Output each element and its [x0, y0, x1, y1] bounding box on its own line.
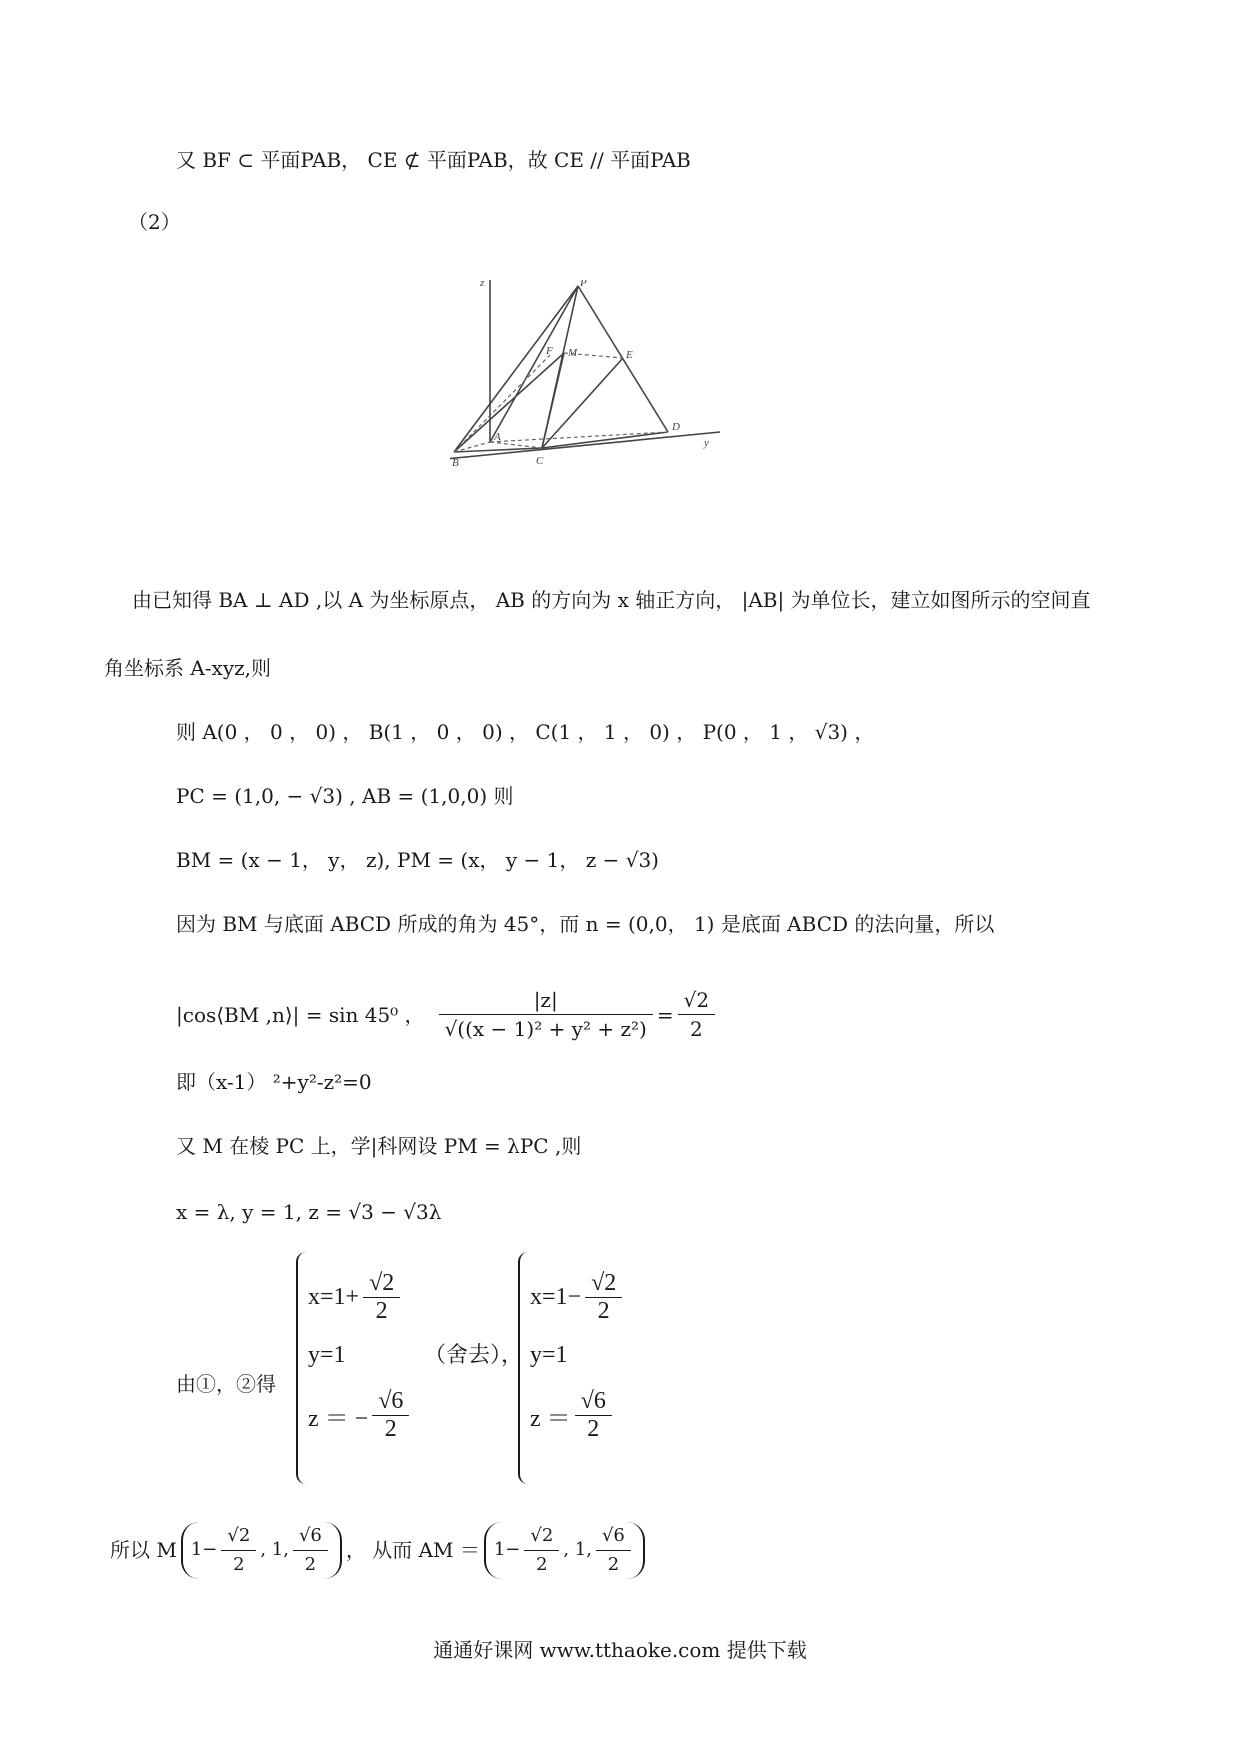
edge-BM [454, 353, 564, 452]
system2-x [530, 1270, 626, 1325]
coordinates-line: 则 A(0 ， 0 ， 0) ， B(1 ， 0 ， 0) ， C(1 ， 1 ， 0) ， P(0 ， 1 ， √3) ， [176, 720, 875, 744]
text-line-1: 又 BF ⊂ 平面PAB， CE ⊄ 平面PAB，故 CE // 平面PAB [176, 148, 691, 172]
vectors-BM-PM: BM = (x − 1， y， z), PM = (x， y − 1， z − √3) [176, 848, 659, 872]
dashed-BF [454, 355, 550, 452]
system1-z-num: √6 [372, 1388, 409, 1416]
AM-frac-2 [596, 1522, 631, 1579]
label-B: B [452, 457, 459, 469]
from-12-label: 由①，②得 [176, 1372, 276, 1396]
cos-equation [176, 986, 719, 1043]
system1-x-frac [363, 1270, 400, 1325]
AM-coord-mid: , 1, [563, 1539, 592, 1560]
AM-frac-2-den: 2 [607, 1553, 620, 1575]
system1-x-den: 2 [375, 1298, 388, 1324]
system1-x-lhs: x=1+ [308, 1284, 360, 1310]
cos-lhs: |cos⟨BM ,n⟩| = sin 45⁰ ， [176, 1002, 425, 1027]
system1-y: y=1 [308, 1342, 346, 1368]
rhs-fraction-num: √2 [678, 986, 715, 1015]
text-line-4: 角坐标系 A-xyz,则 [104, 656, 272, 680]
M-frac-2-num: √6 [293, 1522, 328, 1551]
label-D: D [672, 421, 680, 433]
M-frac-2 [293, 1522, 328, 1579]
equals-sign: = [656, 1002, 674, 1027]
angle-condition: 因为 BM 与底面 ABCD 所成的角为 45°，而 n = (0,0， 1) 是底面 ABCD 的法向量，所以 [176, 912, 995, 936]
system2-x-num: √2 [585, 1270, 622, 1298]
part-label-2: （2） [128, 210, 181, 234]
label-M: M [568, 347, 578, 359]
label-z: z [480, 280, 485, 289]
system2-x-den: 2 [597, 1298, 610, 1324]
discard-label: （舍去）， [424, 1343, 524, 1368]
system2-z-lhs: z ＝ [530, 1406, 571, 1432]
pyramid-figure [450, 280, 830, 535]
system1-x-num: √2 [363, 1270, 400, 1298]
edge-CM [542, 353, 564, 448]
system2-z-num: √6 [575, 1388, 612, 1416]
system1-x [308, 1270, 404, 1325]
edge-CE [542, 358, 623, 448]
M-coord-mid: , 1, [260, 1539, 289, 1560]
system1-z-frac [372, 1388, 409, 1443]
edge-CD [542, 432, 668, 448]
cos-fraction-den: √((x − 1)² + y² + z²) [444, 1017, 647, 1041]
M-on-PC: 又 M 在棱 PC 上，学|科网设 PM = λPC ,则 [176, 1134, 582, 1158]
AM-frac-1-num: √2 [524, 1522, 559, 1551]
AM-coord-1: 1− [493, 1539, 521, 1560]
M-frac-1-den: 2 [233, 1553, 245, 1575]
text-line-3: 由已知得 BA ⊥ AD ,以 A 为坐标原点， AB 的方向为 x 轴正方向， |AB| 为单位长，建立如图所示的空间直 [132, 588, 1091, 612]
system2-x-frac [585, 1270, 622, 1325]
M-coord-1: 1− [190, 1539, 218, 1560]
rhs-fraction [678, 986, 715, 1043]
param-equations: x = λ, y = 1, z = √3 − √3λ [176, 1200, 442, 1224]
M-coords [181, 1522, 342, 1579]
label-A: A [494, 431, 501, 443]
M-frac-1-num: √2 [221, 1522, 256, 1551]
label-C: C [536, 455, 544, 467]
system1-z-lhs: z ＝ − [308, 1406, 369, 1432]
system2-x-lhs: x=1− [530, 1284, 582, 1310]
page-footer: 通通好课网 www.tthaoke.com 提供下载 [433, 1638, 807, 1662]
system2-z-den: 2 [587, 1416, 600, 1442]
AM-frac-1 [524, 1522, 559, 1579]
system2-z [530, 1388, 616, 1443]
M-frac-1 [221, 1522, 256, 1579]
label-y: y [704, 437, 709, 449]
system1-z-den: 2 [384, 1416, 397, 1442]
final-result [110, 1520, 649, 1580]
label-P: P [580, 280, 587, 289]
AM-coords [484, 1522, 645, 1579]
system2-y: y=1 [530, 1342, 568, 1368]
vectors-PC-AB: PC = (1,0, − √3) , AB = (1,0,0) 则 [176, 784, 514, 808]
label-E: E [626, 349, 633, 361]
AM-frac-1-den: 2 [536, 1553, 548, 1575]
cos-fraction [439, 986, 653, 1043]
label-F: F [546, 345, 553, 357]
rhs-fraction-den: 2 [689, 1017, 703, 1041]
AM-frac-2-num: √6 [596, 1522, 631, 1551]
edge-AP [490, 286, 578, 442]
AM-label: ， 从而 AM ＝ [345, 1538, 480, 1562]
system2-z-frac [575, 1388, 612, 1443]
cos-fraction-num: |z| [439, 986, 653, 1015]
M-frac-2-den: 2 [304, 1553, 317, 1575]
system1-z [308, 1388, 413, 1443]
so-M-label: 所以 M [110, 1538, 177, 1562]
equation-result: 即（x-1） ²+y²-z²=0 [176, 1070, 372, 1094]
